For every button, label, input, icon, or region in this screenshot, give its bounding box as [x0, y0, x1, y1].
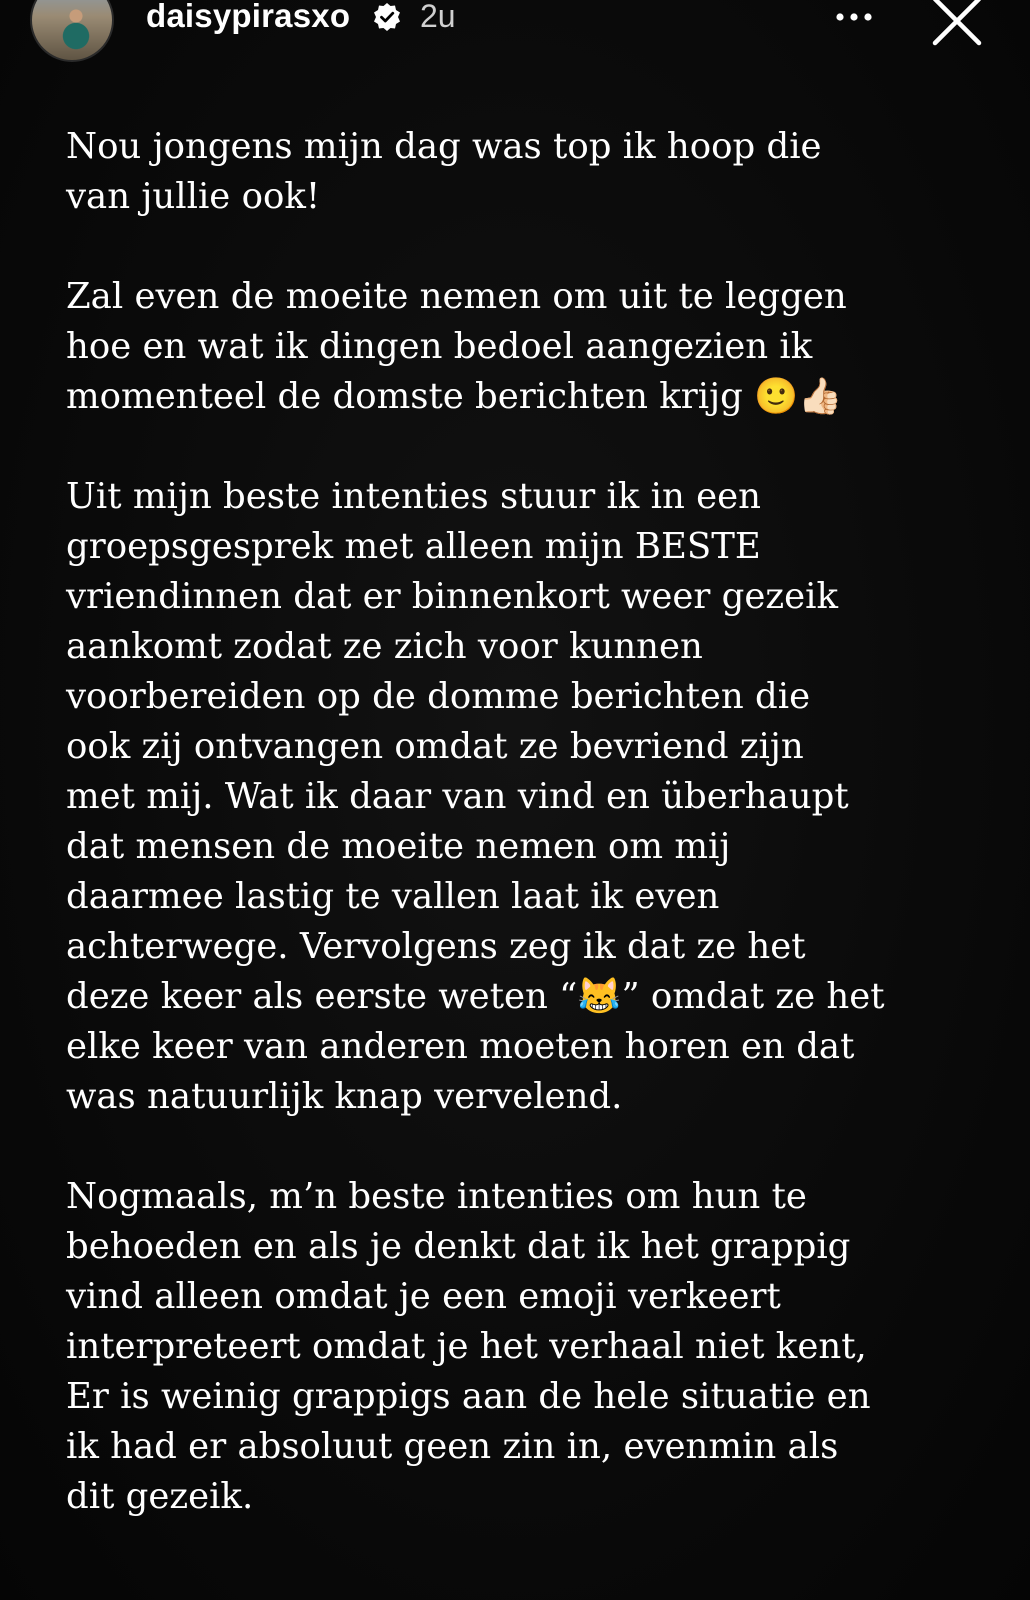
story-text	[66, 122, 946, 1522]
close-icon[interactable]	[928, 0, 986, 50]
username[interactable]: daisypirasxo	[146, 0, 351, 34]
verified-badge-icon	[372, 2, 402, 32]
story-paragraph-4: Nogmaals, m’n beste intenties om hun te behoeden en als je denkt dat ik het grappig vind alleen omdat je een emoji verkeert interpreteert omdat je het verhaal niet kent, Er is weinig grappigs aan de hele situatie en ik had er absoluut geen zin in, evenmin als dit gezeik.	[66, 1176, 871, 1517]
story-paragraph-1: Nou jongens mijn dag was top ik hoop die van jullie ook!	[66, 126, 822, 217]
story-paragraph-3: Uit mijn beste intenties stuur ik in een groepsgesprek met alleen mijn BESTE vriendinnen dat er binnenkort weer gezeik aankomt zodat ze zich voor kunnen voorbereiden op de domme berichten die ook zij ontvangen omdat ze bevriend zijn met mij. Wat ik daar van vind en überhaupt dat mensen de moeite nemen om mij daarmee lastig te vallen laat ik even achterwege. Vervolgens zeg ik dat ze het deze keer als eerste weten “😹” omdat ze het elke keer van anderen moeten horen en dat was natuurlijk knap vervelend.	[66, 476, 885, 1117]
story-header	[0, 0, 1030, 70]
avatar[interactable]	[30, 0, 114, 62]
more-options-icon[interactable]	[828, 0, 880, 34]
story-timestamp: 2u	[420, 0, 456, 34]
story-paragraph-2: Zal even de moeite nemen om uit te leggen hoe en wat ik dingen bedoel aangezien ik momenteel de domste berichten krijg 🙂👍🏻	[66, 276, 847, 417]
